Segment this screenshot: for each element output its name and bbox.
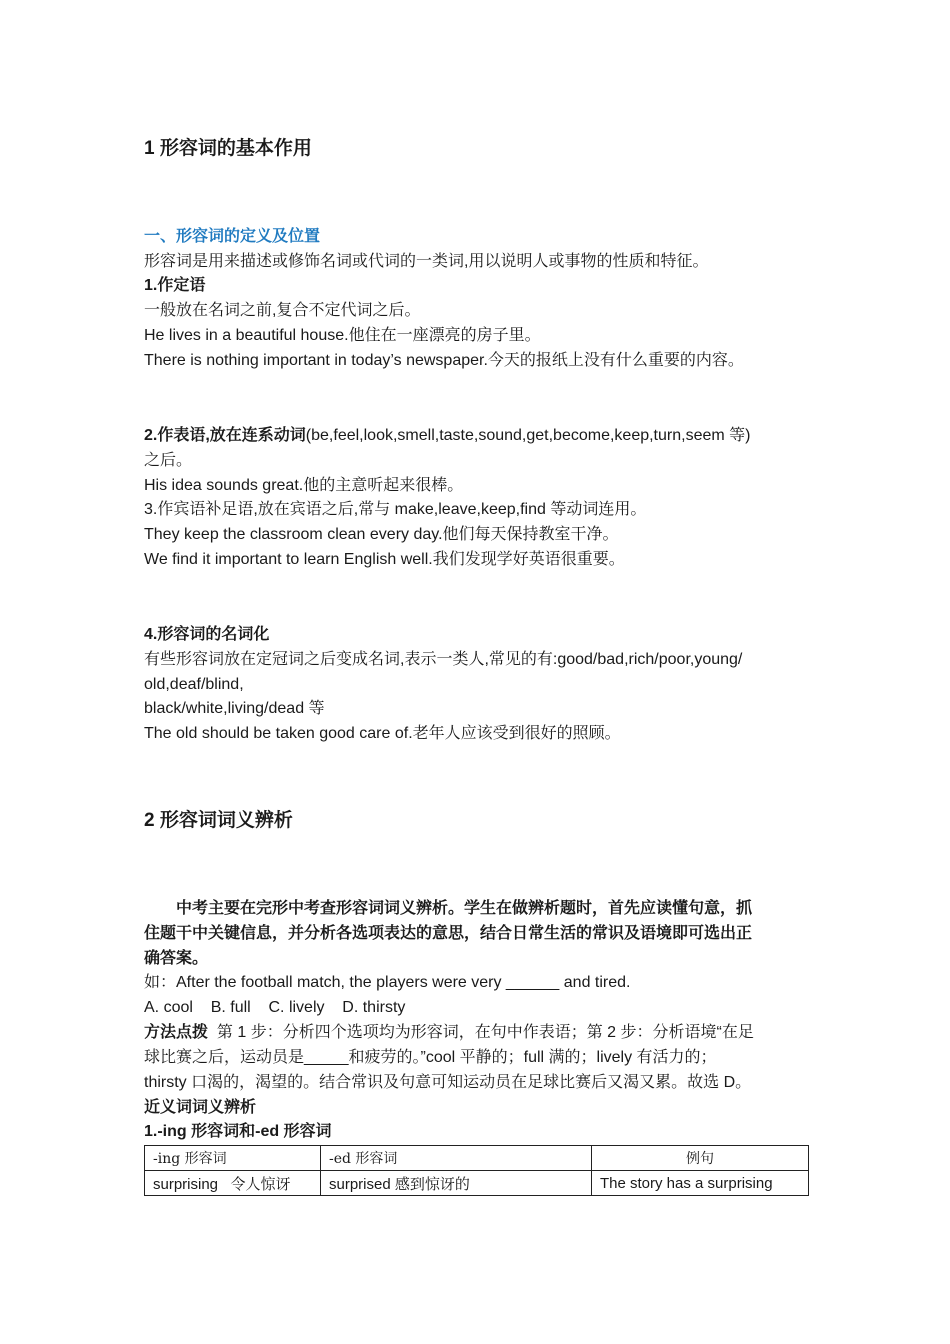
method-line-3: thirsty 口渴的，渴望的。结合常识及句意可知运动员在足球比赛后又渴又累。故选 D。: [144, 1074, 752, 1091]
item3-title: 3.作宾语补足语,放在宾语之后,常与 make,leave,keep,find 等动词连用。: [144, 501, 647, 518]
item4-desc-1: 有些形容词放在定冠词之后变成名词,表示一类人,常见的有:good/bad,rich/poor,young/: [144, 651, 743, 668]
table-row: [145, 1171, 809, 1196]
definition-text: 形容词是用来描述或修饰名词或代词的一类词,用以说明人或事物的性质和特征。: [144, 253, 709, 270]
item3-example-2: We find it important to learn English well.我们发现学好英语很重要。: [144, 551, 625, 568]
item1-title: 1.作定语: [144, 277, 206, 294]
item3-example-1: They keep the classroom clean every day.他们每天保持教室干净。: [144, 526, 619, 543]
table-header-row: [145, 1146, 809, 1171]
item4-desc-2: old,deaf/blind,: [144, 676, 244, 693]
table-cell-ing: surprising 令人惊讶: [145, 1171, 321, 1196]
example-question: 如：After the football match, the players were very ______ and tired.: [144, 974, 631, 991]
item2-example-1: His idea sounds great.他的主意听起来很棒。: [144, 477, 464, 494]
subheading-definition: 一、形容词的定义及位置: [144, 228, 321, 245]
item2-title-bold: 2.作表语,放在连系动词: [144, 427, 306, 444]
method-text-1: 第 1 步：分析四个选项均为形容词，在句中作表语；第 2 步：分析语境“在足: [208, 1024, 754, 1041]
sub-heading-ing-ed: 1.-ing 形容词和-ed 形容词: [144, 1123, 332, 1140]
table-header-example: 例句: [592, 1146, 809, 1171]
item4-desc-3: black/white,living/dead 等: [144, 700, 325, 717]
item1-example-2: There is nothing important in today’s newspaper.今天的报纸上没有什么重要的内容。: [144, 352, 744, 369]
item1-example-1: He lives in a beautiful house.他住在一座漂亮的房子里。: [144, 327, 541, 344]
item1-desc: 一般放在名词之前,复合不定代词之后。: [144, 302, 421, 319]
intro-line-1: 中考主要在完形中考查形容词词义辨析。学生在做辨析题时，首先应读懂句意，抓: [176, 900, 753, 917]
intro-line-3: 确答案。: [144, 950, 209, 967]
table-header-ing: -ing 形容词: [145, 1146, 321, 1171]
section1-title: 1 形容词的基本作用: [144, 138, 312, 159]
item4-example-1: The old should be taken good care of.老年人应该受到很好的照顾。: [144, 725, 621, 742]
table-cell-ed: surprised 感到惊讶的: [321, 1171, 592, 1196]
section2-title: 2 形容词词义辨析: [144, 810, 293, 831]
item2-title-verbs: (be,feel,look,smell,taste,sound,get,become,keep,turn,seem 等): [305, 427, 751, 444]
example-options: A. cool B. full C. lively D. thirsty: [144, 999, 406, 1016]
method-line-1: [144, 1022, 754, 1044]
method-line-2: 球比赛之后，运动员是_____和疲劳的。”cool 平静的；full 满的；lively 有活力的；: [144, 1049, 717, 1066]
table-cell-example: The story has a surprising: [592, 1171, 809, 1196]
item2-title-cont: 之后。: [144, 452, 193, 469]
method-label: 方法点拨: [144, 1024, 209, 1041]
comparison-table: [144, 1145, 809, 1196]
item4-title: 4.形容词的名词化: [144, 626, 270, 643]
intro-line-2: 住题干中关键信息，并分析各选项表达的意思，结合日常生活的常识及语境即可选出正: [144, 925, 753, 942]
synonym-heading: 近义词词义辨析: [144, 1099, 257, 1116]
table-header-ed: -ed 形容词: [321, 1146, 592, 1171]
item2-title: [144, 425, 750, 447]
